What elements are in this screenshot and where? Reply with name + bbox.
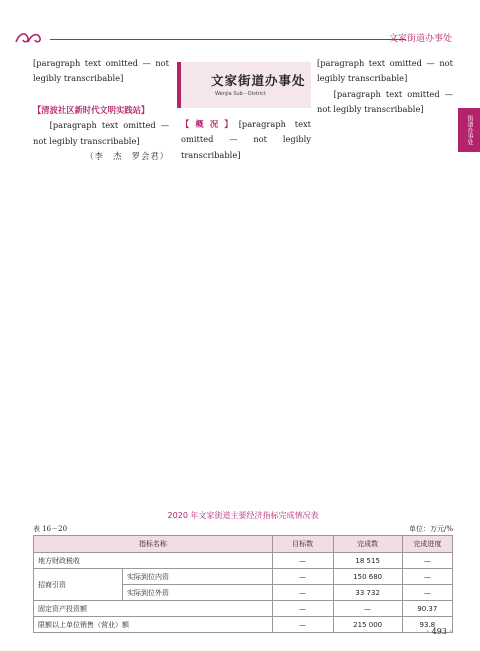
- text-column-2: [181, 117, 311, 163]
- paragraph: [paragraph text omitted — not legibly transcribable]: [317, 88, 453, 115]
- column-header: 指标名称: [34, 536, 273, 553]
- table-header-row: [34, 536, 453, 553]
- paragraph: [paragraph text omitted — not legibly transcribable]: [33, 58, 169, 84]
- section-heading: 【清波社区新时代文明实践站】: [33, 104, 150, 115]
- banner-subtitle: Wenjia Sub－District: [215, 91, 266, 97]
- table-row: 实际到位外资 — 33 732 —: [34, 585, 453, 601]
- running-header: 文家街道办事处: [388, 34, 452, 44]
- table-number: 表 16－20: [33, 525, 68, 533]
- header-rule: [50, 39, 406, 40]
- table-row: 招商引资 实际到位内资 — 150 680 —: [34, 569, 453, 585]
- paragraph: 【概况】[paragraph text omitted — not legibly transcribable]: [181, 119, 311, 160]
- section-tab: 街道办事处: [458, 108, 480, 152]
- page-number: · 493 ·: [426, 627, 452, 636]
- table-row: 固定资产投资额 — — 90.37: [34, 601, 453, 617]
- banner-title: 文家街道办事处: [211, 73, 306, 88]
- overview-label: 【概况】: [181, 119, 239, 129]
- column-header: 完成进度: [402, 536, 452, 553]
- decorative-swirl-logo-icon: [14, 30, 44, 46]
- text-column-3: [317, 56, 453, 118]
- table-unit: 单位：万元/%: [408, 525, 453, 533]
- author-credit: （李 杰 罗会君）: [85, 151, 169, 162]
- column-header: 完成数: [333, 536, 402, 553]
- chapter-banner: [177, 62, 311, 108]
- table-row: 地方财政税收 — 18 515 —: [34, 553, 453, 569]
- paragraph: [paragraph text omitted — not legibly transcribable]: [317, 58, 453, 84]
- paragraph: [paragraph text omitted — not legibly transcribable]: [33, 120, 169, 146]
- indicator-table: [33, 535, 453, 633]
- text-column-1: [33, 56, 169, 164]
- table-row: 限额以上单位销售（营业）额 — 215 000 93.8: [34, 617, 453, 633]
- table-title: 2020 年文家街道主要经济指标完成情况表: [167, 511, 319, 520]
- column-header: 目标数: [272, 536, 333, 553]
